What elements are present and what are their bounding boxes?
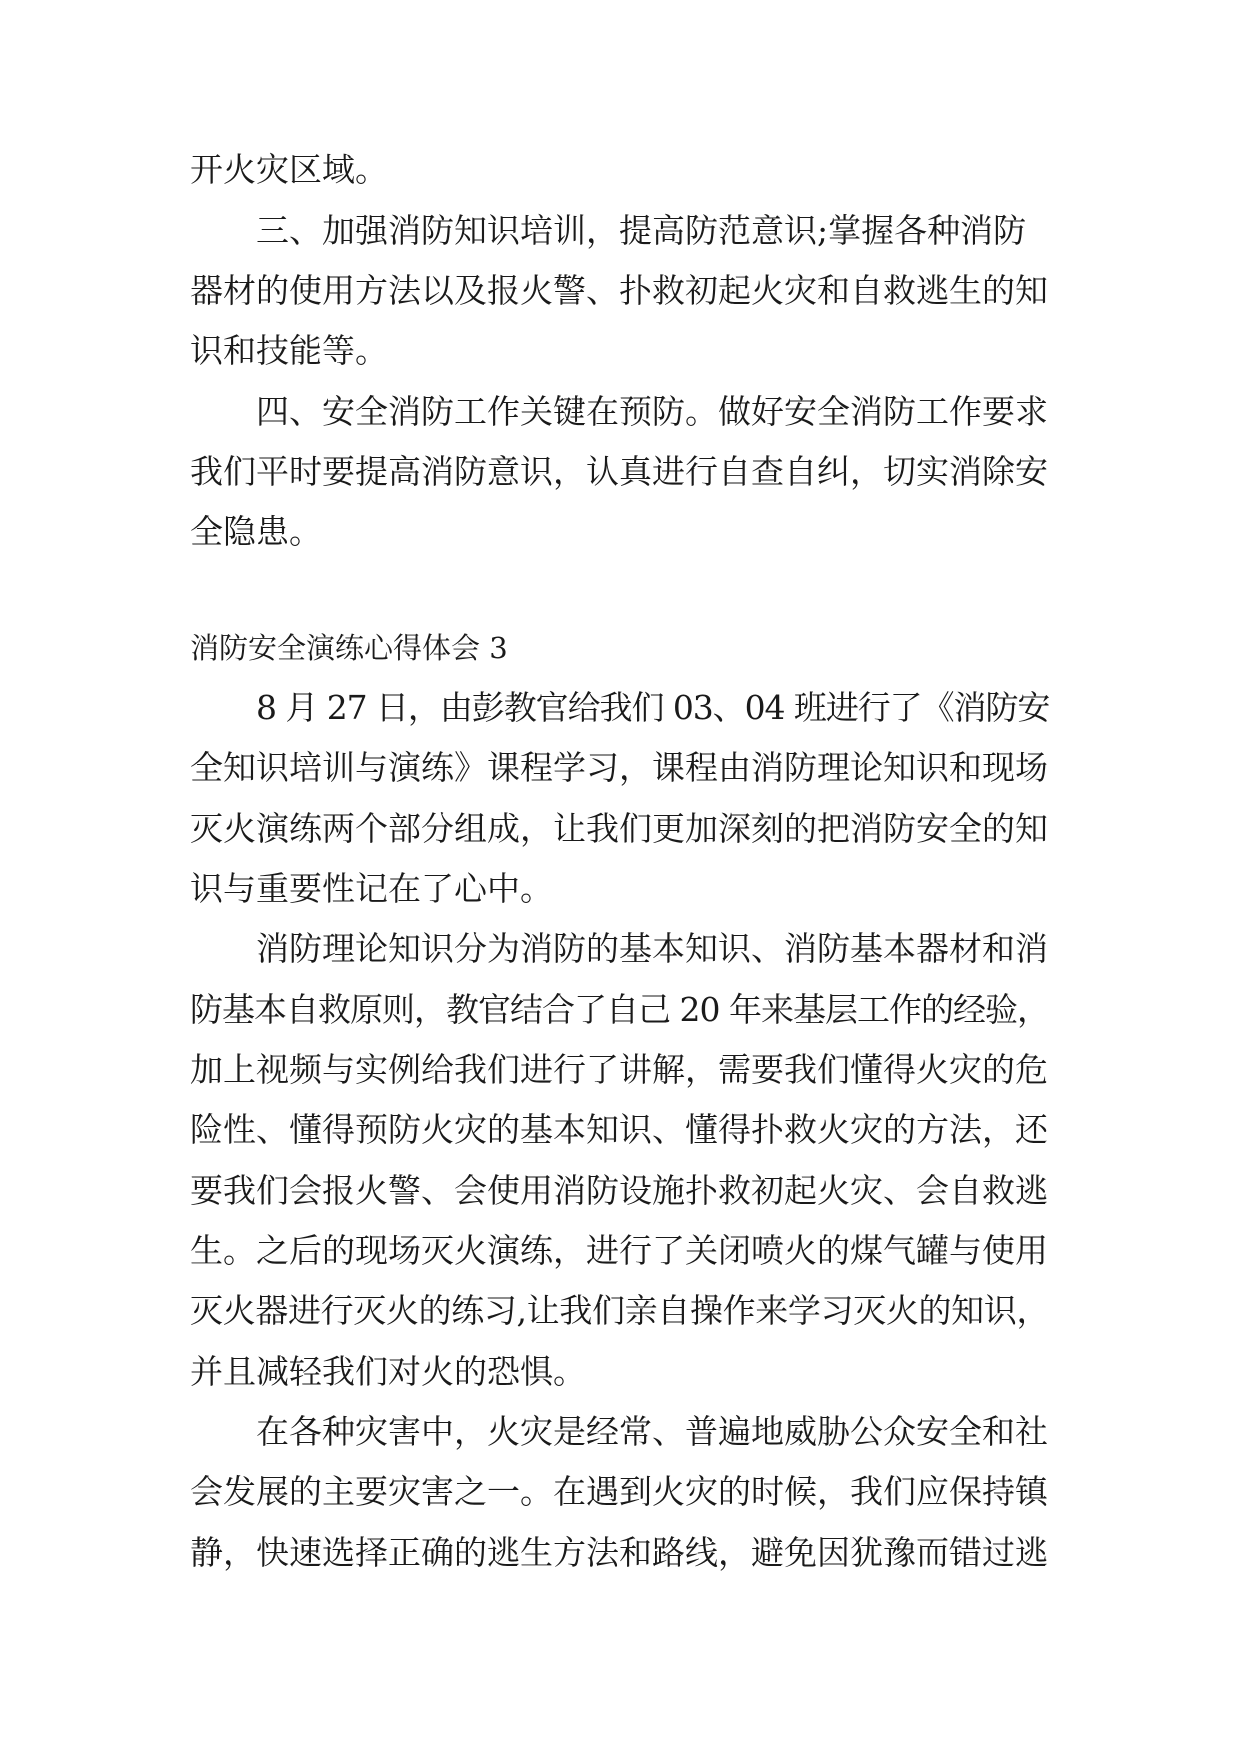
text-line: 静，快速选择正确的逃生方法和路线，避免因犹豫而错过逃: [190, 1533, 1048, 1572]
text-line: 在各种灾害中，火灾是经常、普遍地威胁公众安全和社: [256, 1412, 1048, 1451]
text-line: 生。之后的现场灭火演练，进行了关闭喷火的煤气罐与使用: [190, 1231, 1048, 1270]
text-line: 三、加强消防知识培训，提高防范意识;掌握各种消防: [256, 211, 1027, 250]
text-line: 器材的使用方法以及报火警、扑救初起火灾和自救逃生的知: [190, 271, 1048, 310]
text-line: 灭火演练两个部分组成，让我们更加深刻的把消防安全的知: [190, 809, 1048, 848]
text-line: 灭火器进行灭火的练习,让我们亲自操作来学习灭火的知识，: [190, 1291, 1050, 1330]
text-line: 开火灾区域。: [190, 150, 388, 189]
text-line: 我们平时要提高消防意识，认真进行自查自纠，切实消除安: [190, 452, 1048, 491]
text-line: 识和技能等。: [190, 331, 388, 370]
text-line: 险性、懂得预防火灾的基本知识、懂得扑救火灾的方法，还: [190, 1110, 1048, 1149]
text-line: 并且减轻我们对火的恐惧。: [190, 1352, 586, 1391]
text-line: 加上视频与实例给我们进行了讲解，需要我们懂得火灾的危: [190, 1050, 1048, 1089]
text-line: 全知识培训与演练》课程学习，课程由消防理论知识和现场: [190, 748, 1048, 787]
text-line: 会发展的主要灾害之一。在遇到火灾的时候，我们应保持镇: [190, 1472, 1048, 1511]
text-line: 8 月 27 日，由彭教官给我们 03、04 班进行了《消防安: [256, 688, 1050, 727]
section-heading: 消防安全演练心得体会 3: [190, 631, 508, 665]
text-line: 四、安全消防工作关键在预防。做好安全消防工作要求: [256, 392, 1048, 431]
text-line: 要我们会报火警、会使用消防设施扑救初起火灾、会自救逃: [190, 1171, 1048, 1210]
text-line: 防基本自救原则，教官结合了自己 20 年来基层工作的经验，: [190, 990, 1049, 1029]
text-line: 全隐患。: [190, 512, 322, 551]
text-line: 识与重要性记在了心中。: [190, 869, 553, 908]
text-line: 消防理论知识分为消防的基本知识、消防基本器材和消: [256, 929, 1048, 968]
